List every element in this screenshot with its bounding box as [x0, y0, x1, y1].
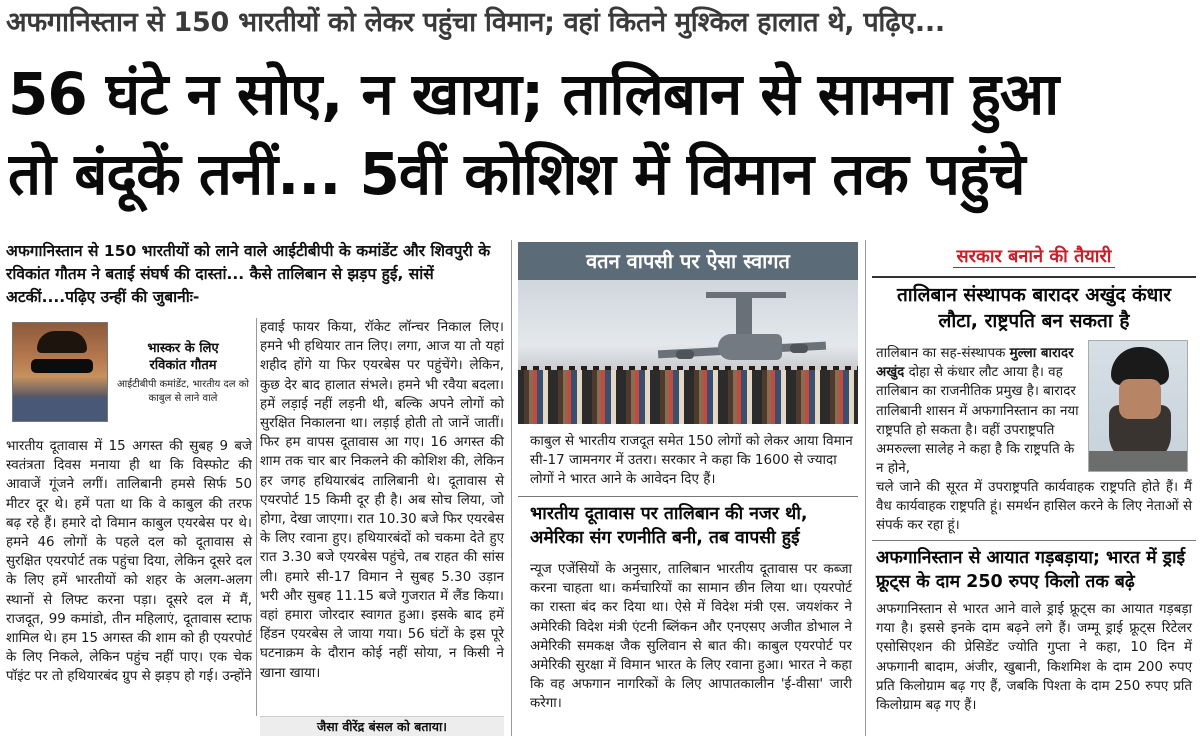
headline-line-1: 56 घंटे न सोए, न खाया; तालिबान से सामना हुआ	[8, 60, 1059, 128]
author-byline	[118, 340, 248, 374]
right-heading-2: अफगानिस्तान से आयात गड़बड़ाया; भारत में ड्राई फ्रूट्स के दाम 250 रुपए किलो तक बढ़े	[876, 548, 1186, 592]
section-rule-right	[865, 240, 866, 736]
right-body-lead: तालिबान का सह-संस्थापक	[876, 346, 1006, 361]
author-byline-for: भास्कर के लिए	[147, 341, 219, 356]
baradar-photo	[1088, 340, 1188, 472]
story-column-1: भारतीय दूतावास में 15 अगस्त की सुबह 9 बजे स्वतंत्रता दिवस मनाया ही था कि विस्फोट की आवाजें गूंजने लगीं। तालिबानी हमसे सिर्फ 50 मीटर दूर थे। हमें पता था कि वे काबुल की तरफ बढ़ रहे हैं। हमारे दो विमान काबुल एयरबेस पर थे। हमने 46 लोगों के पहले दल को दूतावास से सुरक्षित एयरपोर्ट तक पहुंचा दिया, लेकिन दूसरे दल के लिए हमें भारतीयों को शहर के अलग-अलग स्थानों से लिफ्ट करना पड़ा। दूसरे दल में मैं, राजदूत, 99 कमांडो, तीन महिलाएं, दूतावास स्टाफ शामिल थे। हम 15 अगस्त की शाम को ही एयरपोर्ट के लिए निकले, लेकिन पहुंच नहीं पाए। एक चेक पॉइंट पर तो हथियारबंद ग्रुप से झड़प हो गई। उन्होंने	[6, 439, 252, 685]
photo-caption: काबुल से भारतीय राजदूत समेत 150 लोगों को लेकर आया विमान सी-17 जामनगर में उतरा। सरकार ने कहा कि 1600 से ज्यादा लोगों ने भारत आने के आवेदन दिए हैं।	[530, 433, 853, 487]
column-rule	[256, 318, 257, 716]
story-attribution: जैसा वीरेंद्र बंसल को बताया।	[260, 716, 504, 736]
story-column-2: हवाई फायर किया, रॉकेट लॉन्चर निकाल लिए। हमने भी हथियार तान लिए। लगा, आज या तो यहां शहीद होंगे या फिर एयरबेस पर पहुंचेंगे। लेकिन, कुछ देर बाद हालात संभले। हमने भी रवैया बदला। हमें लड़ाई नहीं लड़नी थी, बल्कि अपने लोगों को सुरक्षित निकालना था। लड़ाई होती तो जानें जातीं। फिर हम वापस दूतावास आ गए। 16 अगस्त की शाम तक चार बार निकलने की कोशिश की, लेकिन हर जगह हथियारबंद तालिबानी थे। दूतावास से एयरपोर्ट 15 किमी दूर ही है। अब सोच लिया, जो होगा, देखा जाएगा। रात 10.30 बजे फिर एयरबेस के लिए रवाना हुए। हथियारबंदों को चकमा देते हुए रात 3.30 बजे एयरबेस पहुंचे, तब राहत की सांस ली। हमारे सी-17 विमान ने सुबह 5.30 उड़ान भरी और सुबह 11.15 बजे गुजरात में लैंड किया। वहां हमारा जोरदार स्वागत हुआ। इसके बाद हमें हिंडन एयरबेस ले जाया गया। 56 घंटों के इस पूरे घटनाक्रम के दौरान कोई नहीं सोया, न किसी ने खाना खाया।	[260, 320, 504, 681]
story-intro: अफगानिस्तान से 150 भारतीयों को लाने वाले आईटीबीपी के कमांडेंट और शिवपुरी के रविकांत गौतम ने बताई संघर्ष की दास्तां... कैसे तालिबान से झड़प हुई, सांसें अटकीं....पढ़िए उन्हीं की जुबानीः-	[6, 242, 491, 306]
right-body-1-continued: चले जाने की सूरत में उपराष्ट्रपति कार्यवाहक राष्ट्रपति होते हैं। मैं वैध कार्यवाहक राष्ट्रपति हूं। समर्थन हासिल करने के लिए नेताओं से संपर्क कर रहा हूं।	[876, 480, 1192, 534]
author-role: आईटीबीपी कमांडेंट, भारतीय दल को काबुल से लाने वाले	[116, 379, 250, 404]
section-label	[874, 244, 1194, 270]
headline-line-2: तो बंदूकें तनीं... 5वीं कोशिश में विमान तक पहुंचे	[8, 140, 1025, 208]
author-box	[8, 318, 254, 430]
right-divider	[872, 540, 1196, 541]
photo-banner: वतन वापसी पर ऐसा स्वागत	[518, 242, 858, 280]
main-headline	[8, 54, 1194, 214]
section-label-rule	[872, 276, 1196, 278]
kicker-headline: अफगानिस्तान से 150 भारतीयों को लेकर पहुंचा विमान; वहां कितने मुश्किल हालात थे, पढ़िए...	[6, 7, 945, 38]
right-body-2: अफगानिस्तान से भारत आने वाले ड्राई फ्रूट्स का आयात गड़बड़ा गया है। इससे इनके दाम बढ़ने लगे हैं। जम्मू ड्राई फ्रूट्स रिटेलर एसोसिएशन की प्रेसिडेंट ज्योति गुप्ता ने कहा, 10 दिन में अफगानी बादाम, अंजीर, खुबानी, किशमिश के दाम 200 रुपए प्रति किलोग्राम बढ़ गए हैं, जबकि पिश्ता के दाम 250 रुपए प्रति किलोग्राम बढ़ गए हैं।	[876, 602, 1192, 714]
plane-photo	[518, 280, 858, 424]
right-body-rest: दोहा से कंधार लौट आया है। वह तालिबान का राजनीतिक प्रमुख है। बारादर तालिबानी शासन में अफगानिस्तान का नया राष्ट्रपति हो सकता है। वहीं उपराष्ट्रपति अमरुल्ला सालेह ने कहा है कि राष्ट्रपति के न होने,	[876, 365, 1079, 477]
author-photo	[12, 322, 108, 422]
section-rule-left	[511, 240, 512, 736]
right-heading: तालिबान संस्थापक बारादर अखुंद कंधार लौटा, राष्ट्रपति बन सकता है	[896, 284, 1172, 332]
author-name: रविकांत गौतम	[149, 358, 217, 373]
section-label-text: सरकार बनाने की तैयारी	[953, 246, 1116, 268]
middle-body: न्यूज एजेंसियों के अनुसार, तालिबान भारतीय दूतावास पर कब्जा करना चाहता था। कर्मचारियों का सामान छीन लिया था। एयरपोर्ट का रास्ता बंद कर दिया था। ऐसे में विदेश मंत्री एस. जयशंकर ने अमेरिकी विदेश मंत्री एंटनी ब्लिंकन और एनएसए अजीत डोभाल ने अमेरिकी समकक्ष जैक सुलिवान से बात की। काबुल एयरपोर्ट पर अमेरिकी सुरक्षा में विमान भारत के लिए रवाना हुआ। भारत ने कहा कि वह अफगान नागरिकों के लिए आपातकालीन 'ई-वीसा' जारी करेगा।	[530, 562, 852, 712]
right-body-name: मुल्ला बारादर अखुंद	[876, 346, 1074, 381]
right-body-1	[876, 344, 1082, 478]
middle-heading: भारतीय दूतावास पर तालिबान की नजर थी, अमेरिका संग रणनीति बनी, तब वापसी हुई	[530, 504, 808, 548]
middle-divider	[518, 496, 858, 497]
